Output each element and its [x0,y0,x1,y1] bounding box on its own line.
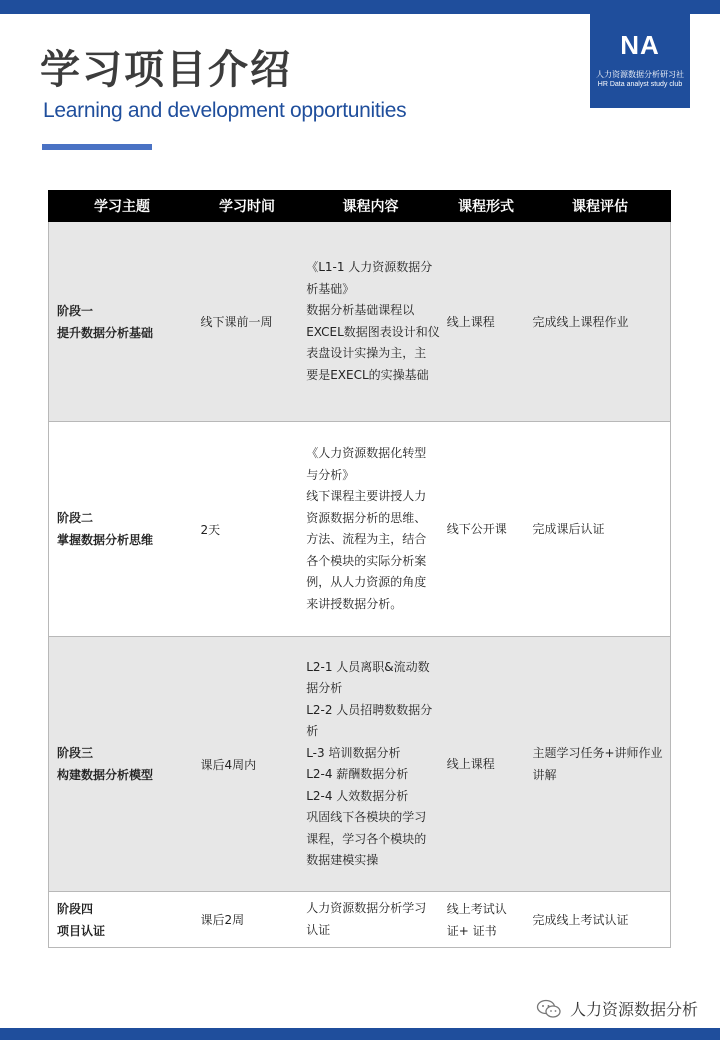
evaluation-line: 完成线上课程作业 [532,314,629,329]
evaluation-line: 完成线上考试认证 [532,912,629,927]
header-form: 课程形式 [458,199,514,215]
form-line: 线上考试认 [446,901,507,916]
course-table [48,190,671,948]
content-line: L2-2 人员招聘数数据分 [306,702,433,717]
table-row [48,892,671,948]
form-line: 线上课程 [446,757,495,771]
evaluation-cell [528,518,670,540]
stage-label: 阶段三 [57,746,94,760]
content-cell [298,443,443,615]
title-underline [42,144,152,150]
time-cell: 线下课前一周 [200,315,273,329]
content-line: 认证 [306,922,331,937]
header-time: 学习时间 [219,199,275,215]
table-row [48,637,671,892]
logo-en-text: HR Data analyst study club [597,81,683,88]
top-accent-bar [0,0,720,14]
logo-mark: NA [620,30,660,60]
content-cell [298,657,443,872]
time-cell: 课后4周内 [200,757,257,772]
content-line: 数据分析基础课程以 [306,303,415,317]
evaluation-line: 主题学习任务+讲师作业 [532,746,663,760]
content-line: 《L1-1 人力资源数据分 [306,260,433,274]
evaluation-cell [528,909,670,931]
stage-cell [49,898,197,942]
stage-theme: 提升数据分析基础 [57,325,154,340]
content-line: 例，从人力资源的角度 [306,575,427,589]
page-title: 学习项目介绍 [40,47,292,93]
content-line: 人力资源数据分析学习 [306,901,427,915]
stage-theme: 项目认证 [57,923,106,938]
content-line: 据分析 [306,681,343,695]
stage-label: 阶段二 [57,511,94,525]
content-line: L2-4 人效数据分析 [306,788,409,803]
logo-cn-text: 人力资源数据分析研习社 [596,70,684,79]
stage-cell [49,300,197,344]
content-line: 要是EXECL的实操基础 [306,367,429,382]
time-cell: 2天 [200,522,221,537]
footer-account-name: 人力资源数据分析 [569,1000,698,1019]
content-line: 《人力资源数据化转型 [306,446,427,460]
form-cell [443,753,529,775]
stage-theme: 掌握数据分析思维 [57,533,154,547]
stage-cell [49,507,197,551]
table-row [48,222,671,422]
stage-label: 阶段四 [57,901,94,916]
form-cell [443,311,529,333]
header-content: 课程内容 [342,199,399,215]
club-logo [590,14,690,108]
content-line: 析 [306,724,319,738]
content-line: 各个模块的实际分析案 [306,553,427,568]
content-line: 方法、流程为主，结合 [306,532,427,546]
content-line: EXCEL数据图表设计和仪 [306,324,440,339]
stage-label: 阶段一 [57,303,94,318]
page-subtitle: Learning and development opportunities [43,99,407,122]
content-line: 资源数据分析的思维、 [306,510,427,525]
content-line: 线下课程主要讲授人力 [306,489,427,503]
footer-watermark [536,997,698,1020]
stage-theme: 构建数据分析模型 [57,768,154,782]
evaluation-cell [528,311,670,333]
content-line: L-3 培训数据分析 [306,745,401,760]
bottom-accent-bar [0,1028,720,1040]
wechat-icon [536,999,562,1019]
evaluation-cell [528,742,670,786]
form-line: 线上课程 [446,314,495,329]
evaluation-line: 讲解 [532,768,557,782]
form-line: 线下公开课 [446,522,507,536]
content-cell [298,898,443,941]
table-header [48,190,671,222]
content-line: 来讲授数据分析。 [306,596,403,611]
header-theme: 学习主题 [94,199,150,215]
content-line: 析基础》 [306,281,355,296]
content-line: 数据建模实操 [306,853,379,867]
content-line: 与分析》 [306,467,355,482]
stage-cell [49,742,197,786]
content-line: 课程，学习各个模块的 [306,831,427,846]
content-line: 巩固线下各模块的学习 [306,810,427,824]
content-line: L2-1 人员离职&流动数 [306,659,430,674]
content-line: 表盘设计实操为主，主 [306,346,427,360]
form-cell [443,898,529,942]
form-cell [443,518,529,540]
header-evaluation: 课程评估 [572,199,628,215]
evaluation-line: 完成课后认证 [532,522,605,536]
table-row [48,422,671,637]
content-cell [298,257,443,386]
form-line: 证+ 证书 [446,923,497,938]
content-line: L2-4 薪酬数据分析 [306,767,409,781]
time-cell: 课后2周 [200,913,245,927]
